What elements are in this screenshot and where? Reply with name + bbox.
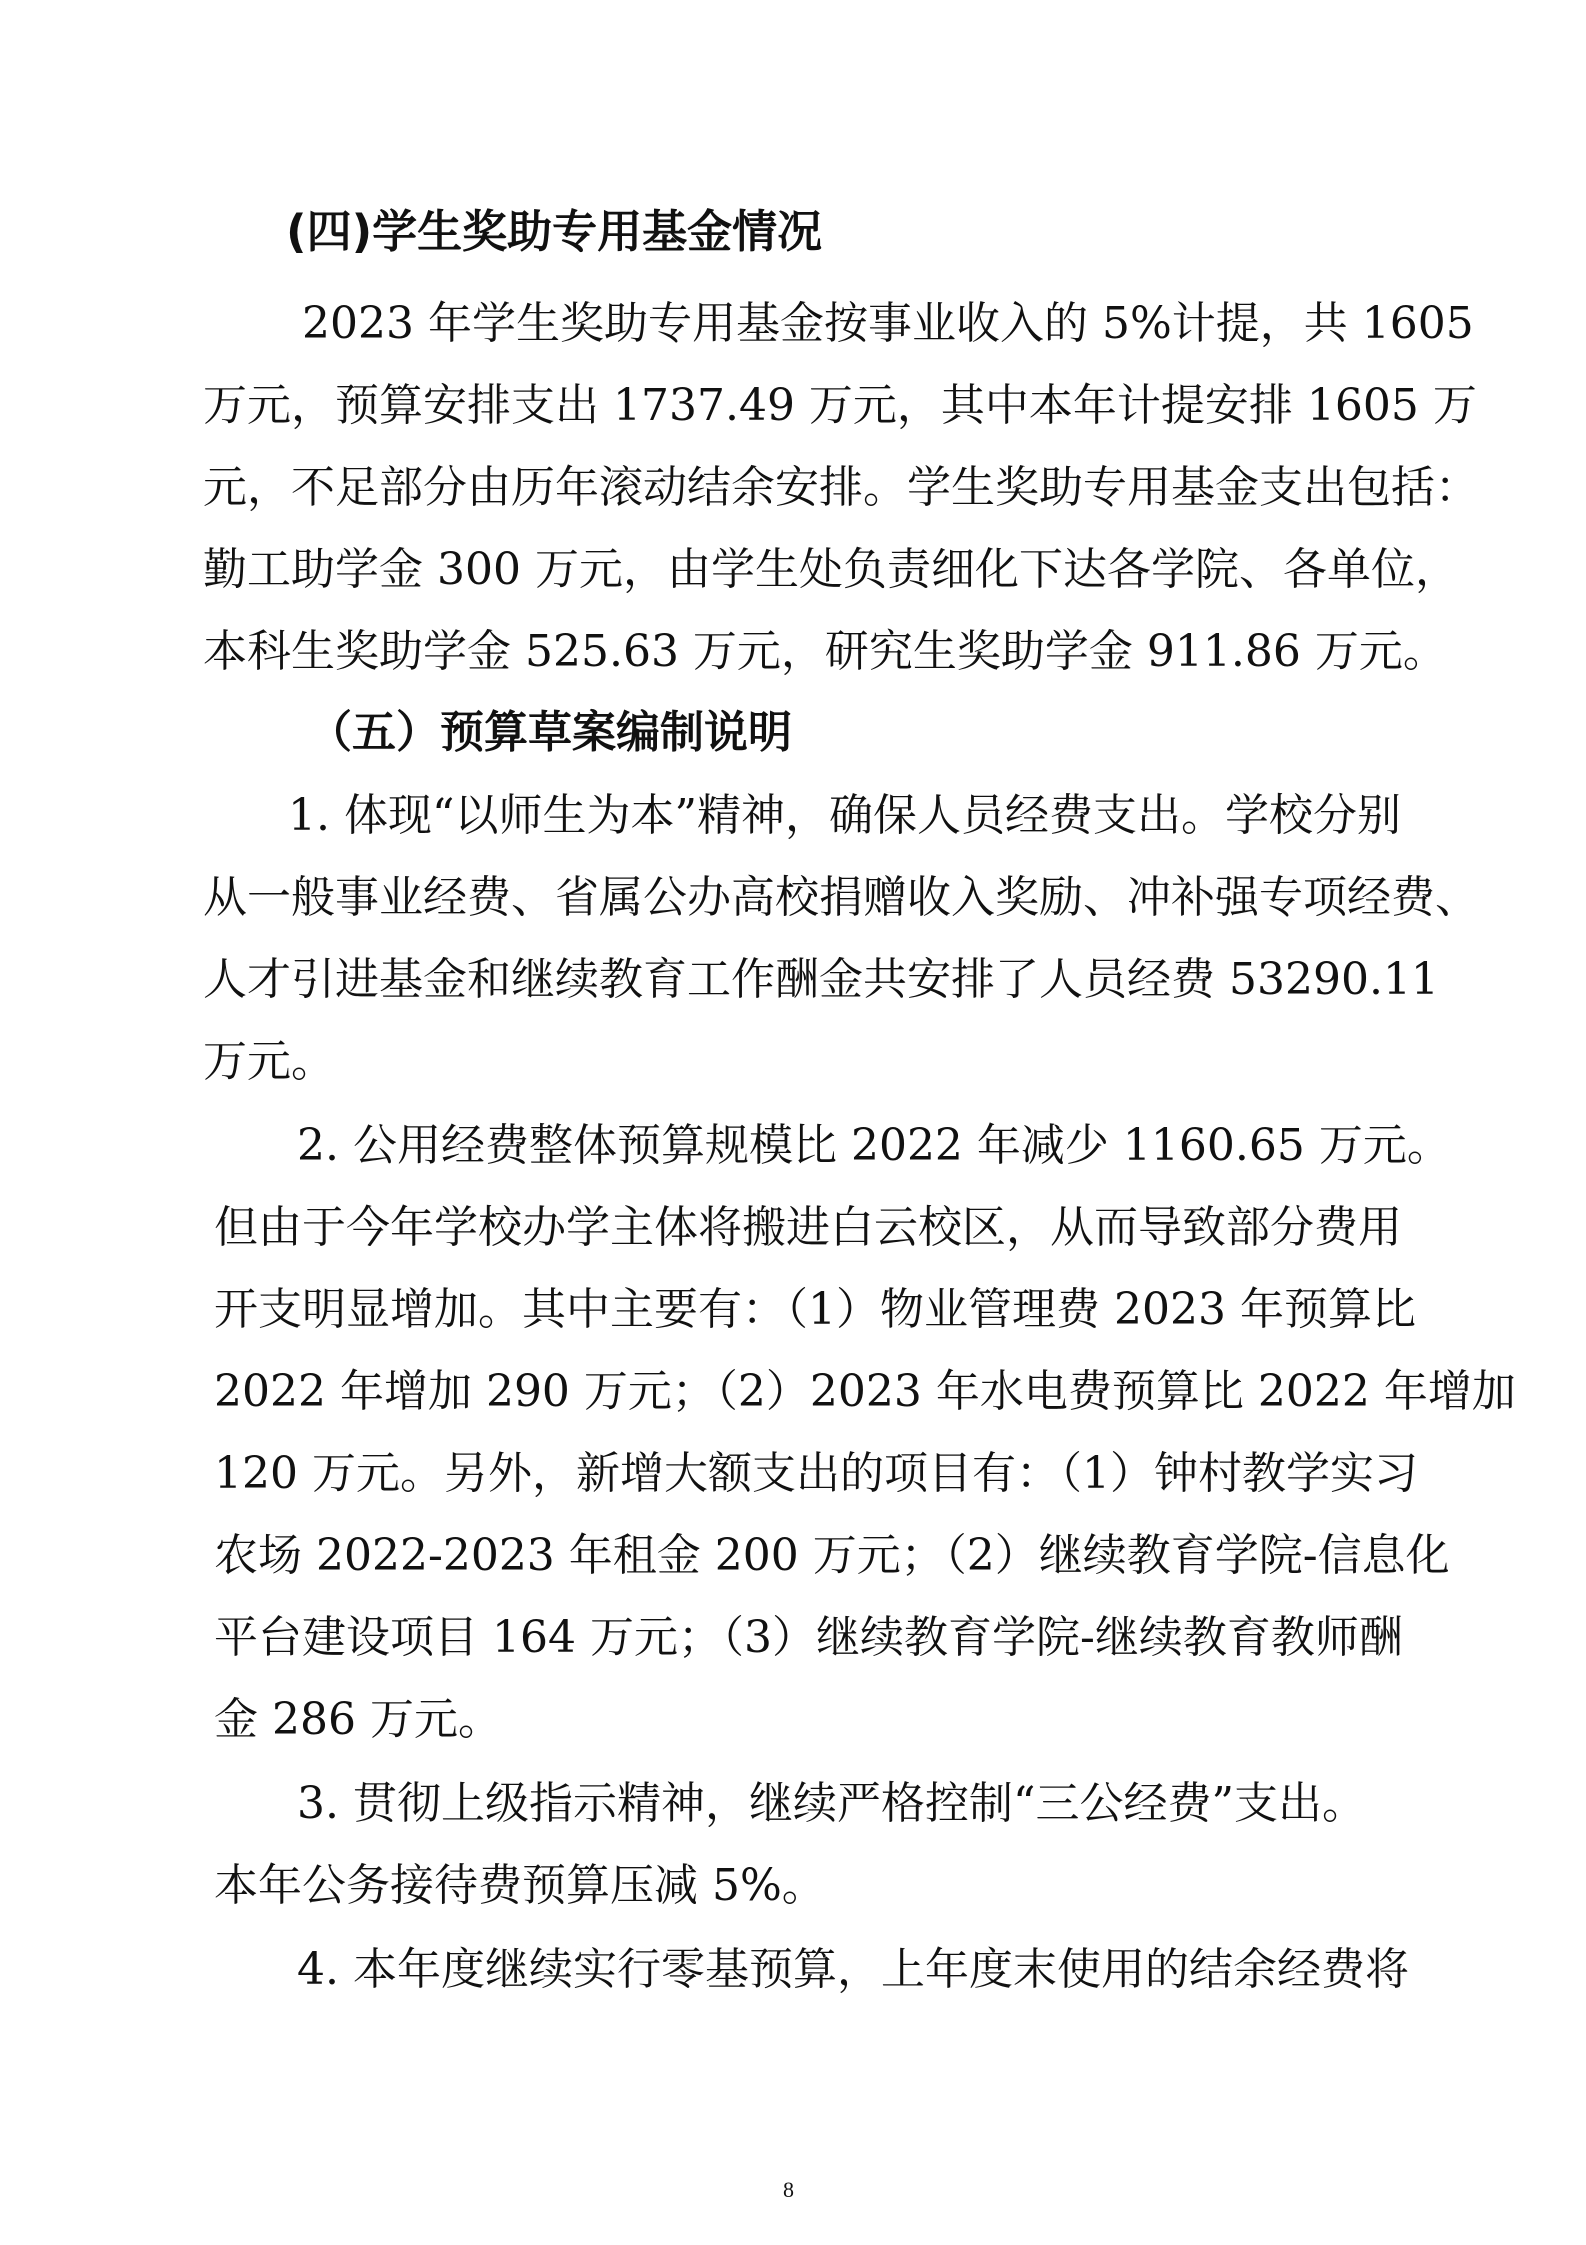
item-2-line: 120 万元。另外，新增大额支出的项目有：（1）钟村教学实习 xyxy=(214,1448,1418,1499)
section-heading-4: (四)学生奖助专用基金情况 xyxy=(286,205,823,258)
item-2-line: 开支明显增加。其中主要有：（1）物业管理费 2023 年预算比 xyxy=(214,1284,1416,1335)
item-2-line: 平台建设项目 164 万元；（3）继续教育学院-继续教育教师酬 xyxy=(214,1612,1403,1663)
item-1-line: 万元。 xyxy=(203,1036,335,1087)
item-1-line: 1. 体现“以师生为本”精神，确保人员经费支出。学校分别 xyxy=(288,790,1401,841)
item-2-line: 但由于今年学校办学主体将搬进白云校区，从而导致部分费用 xyxy=(214,1202,1402,1253)
paragraph-line: 元，不足部分由历年滚动结余安排。学生奖助专用基金支出包括： xyxy=(203,462,1479,513)
item-2-line: 农场 2022-2023 年租金 200 万元；（2）继续教育学院-信息化 xyxy=(214,1530,1450,1581)
paragraph-line: 勤工助学金 300 万元，由学生处负责细化下达各学院、各单位， xyxy=(203,544,1459,595)
item-1-line: 人才引进基金和继续教育工作酬金共安排了人员经费 53290.11 xyxy=(203,954,1439,1005)
item-2-line: 2022 年增加 290 万元；（2）2023 年水电费预算比 2022 年增加 xyxy=(214,1366,1516,1417)
section-heading-5: （五）预算草案编制说明 xyxy=(308,707,792,758)
item-3-line: 3. 贯彻上级指示精神，继续严格控制“三公经费”支出。 xyxy=(297,1778,1366,1829)
paragraph-line: 本科生奖助学金 525.63 万元，研究生奖助学金 911.86 万元。 xyxy=(203,626,1447,677)
paragraph-line: 2023 年学生奖助专用基金按事业收入的 5%计提，共 1605 xyxy=(302,298,1474,349)
item-1-line: 从一般事业经费、省属公办高校捐赠收入奖励、冲补强专项经费、 xyxy=(203,872,1479,923)
item-2-line: 2. 公用经费整体预算规模比 2022 年减少 1160.65 万元。 xyxy=(297,1120,1451,1171)
item-3-line: 本年公务接待费预算压减 5%。 xyxy=(214,1860,826,1911)
paragraph-line: 万元，预算安排支出 1737.49 万元，其中本年计提安排 1605 万 xyxy=(203,380,1477,431)
page-number: 8 xyxy=(783,2177,794,2202)
item-4-line: 4. 本年度继续实行零基预算，上年度末使用的结余经费将 xyxy=(297,1944,1409,1995)
item-2-line: 金 286 万元。 xyxy=(214,1694,502,1745)
